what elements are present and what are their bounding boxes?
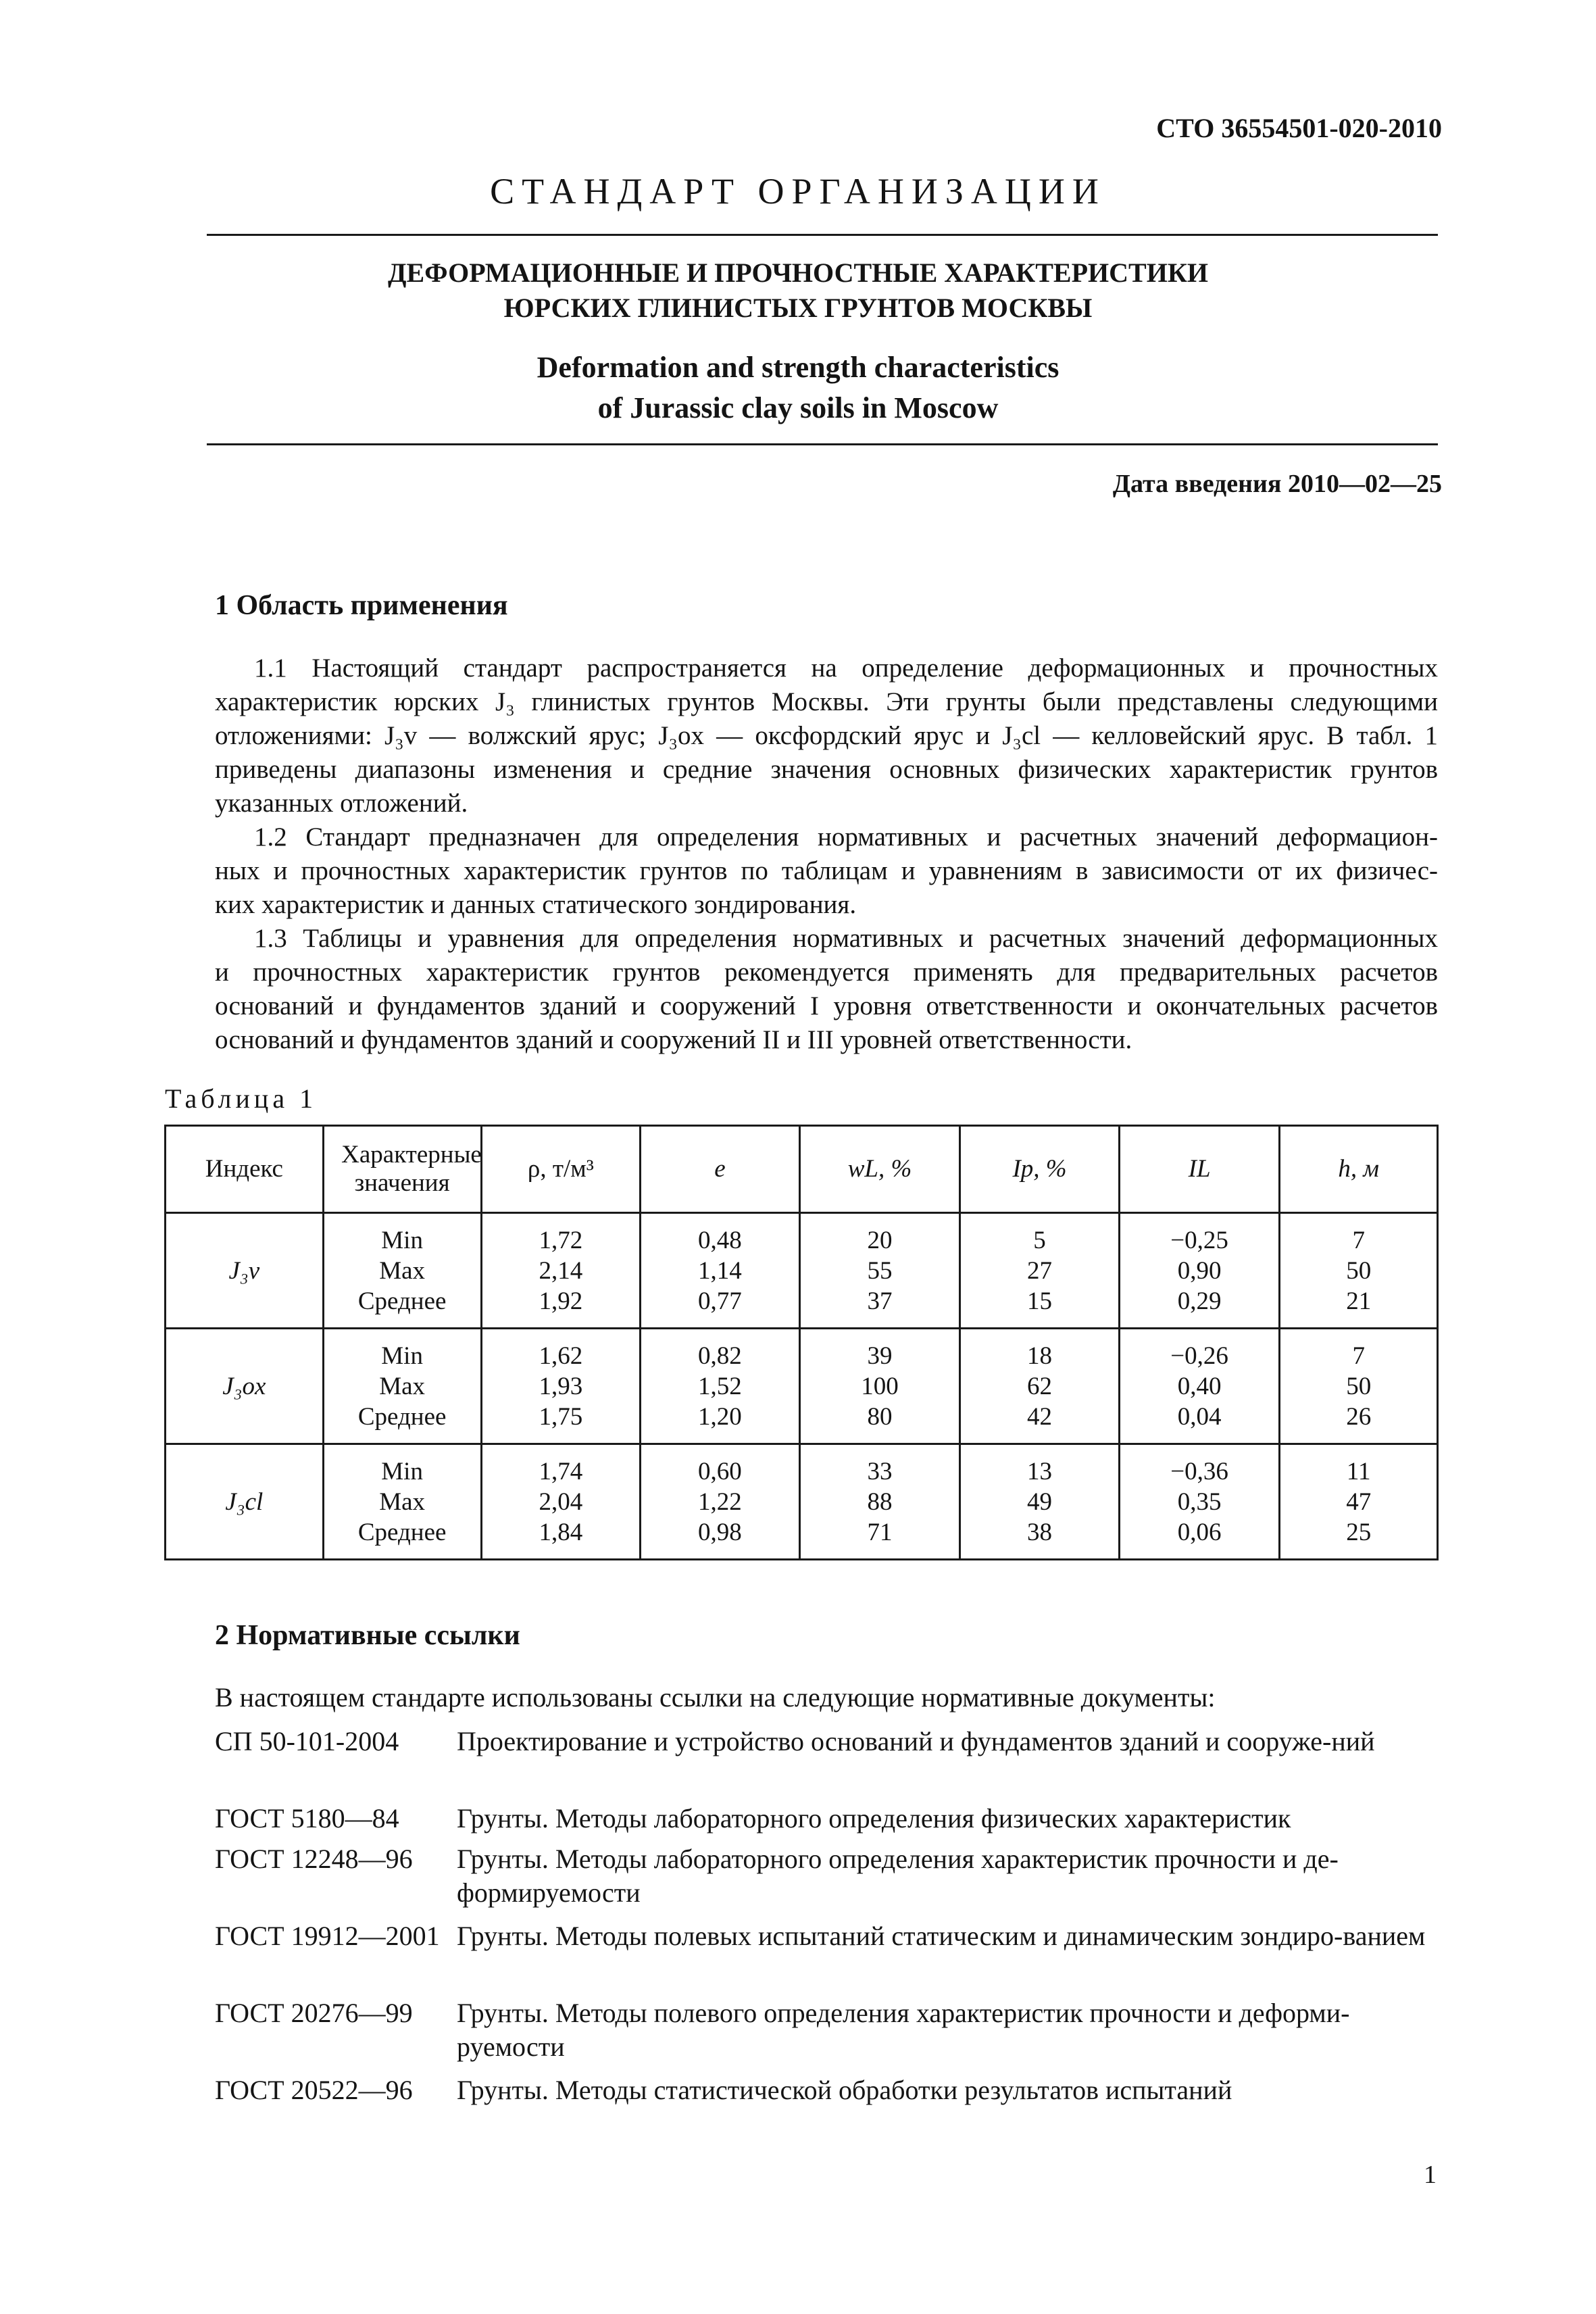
- header-index: Индекс: [166, 1126, 324, 1213]
- cell-labels: Min Max Среднее: [323, 1444, 481, 1560]
- cell-plasticity-index: 18 62 42: [960, 1329, 1120, 1444]
- english-title-line-1: Deformation and strength characteristics: [537, 351, 1059, 384]
- reference-description: Грунты. Методы полевых испытаний статическим и динамическим зондиро-ванием: [457, 1921, 1426, 1951]
- cell-liquid-limit: 20 55 37: [799, 1213, 960, 1329]
- table-row: [166, 1329, 1438, 1444]
- para-1-1-line: отложениями: J₃v — волжский ярус; J₃ox — оксфордский ярус и J₃cl — келловейский ярус. В табл. 1: [215, 721, 1438, 750]
- section-1-heading: 1 Область применения: [215, 590, 508, 621]
- cell-density: 1,72 2,14 1,92: [481, 1213, 641, 1329]
- reference-code: ГОСТ 20276—99: [215, 1998, 413, 2028]
- para-1-2-line: 1.2 Стандарт предназначен для определения нормативных и расчетных значений деформацион-: [254, 822, 1438, 852]
- introduction-date: Дата введения 2010—02—25: [1112, 470, 1442, 498]
- reference-description: Грунты. Методы лабораторного определения физических характеристик: [457, 1803, 1291, 1833]
- russian-title-line-2: ЮРСКИХ ГЛИНИСТЫХ ГРУНТОВ МОСКВЫ: [503, 293, 1093, 323]
- para-1-3-line: оснований и фундаментов зданий и сооружений I уровня ответственности и окончательных расчетов: [215, 991, 1438, 1020]
- table-row: [166, 1213, 1438, 1329]
- soil-properties-table: [164, 1125, 1439, 1560]
- cell-depth: 7 50 26: [1280, 1329, 1438, 1444]
- cell-liquid-limit: 33 88 71: [799, 1444, 960, 1560]
- cell-liquid-limit: 39 100 80: [799, 1329, 960, 1444]
- reference-code: ГОСТ 12248—96: [215, 1844, 413, 1874]
- english-title-line-2: of Jurassic clay soils in Moscow: [597, 391, 999, 424]
- paragraph-1-2: [215, 820, 1438, 922]
- para-1-1-line: приведены диапазоны изменения и средние значения основных физических характеристик грунтов: [215, 755, 1438, 784]
- para-1-3-line: и прочностных характеристик грунтов рекомендуется применять для предварительных расчетов: [215, 958, 1438, 987]
- cell-void-ratio: 0,82 1,52 1,20: [641, 1329, 800, 1444]
- page-number: 1: [1424, 2161, 1437, 2189]
- reference-description: Проектирование и устройство оснований и фундаментов зданий и сооруже-ний: [457, 1726, 1375, 1756]
- para-1-2-line: ных и прочностных характеристик грунтов по таблицам и уравнениям в зависимости от их физичес-: [215, 856, 1438, 885]
- reference-code: ГОСТ 19912—2001: [215, 1921, 440, 1951]
- cell-index: J₃cl: [166, 1444, 324, 1560]
- cell-labels: Min Max Среднее: [323, 1213, 481, 1329]
- reference-description: Грунты. Методы статистической обработки результатов испытаний: [457, 2075, 1232, 2105]
- table-row: [166, 1444, 1438, 1560]
- english-title: [0, 347, 1596, 428]
- section-2-heading: 2 Нормативные ссылки: [215, 1620, 520, 1651]
- header-liquid-limit: wL, %: [799, 1126, 960, 1213]
- para-1-1-line: указанных отложений.: [215, 789, 468, 818]
- cell-depth: 7 50 21: [1280, 1213, 1438, 1329]
- para-1-3-line: оснований и фундаментов зданий и сооружений II и III уровней ответственности.: [215, 1025, 1132, 1054]
- references-intro: В настоящем стандарте использованы ссылки на следующие нормативные документы:: [215, 1682, 1216, 1713]
- header-void-ratio: e: [641, 1126, 800, 1213]
- russian-title-line-1: ДЕФОРМАЦИОННЫЕ И ПРОЧНОСТНЫЕ ХАРАКТЕРИСТИКИ: [388, 257, 1208, 288]
- cell-index: J₃v: [166, 1213, 324, 1329]
- reference-description: Грунты. Методы полевого определения характеристик прочности и деформи-руемости: [457, 1998, 1350, 2062]
- cell-liquidity-index: −0,26 0,40 0,04: [1119, 1329, 1280, 1444]
- document-number: СТО 36554501-020-2010: [1156, 113, 1442, 143]
- cell-liquidity-index: −0,36 0,35 0,06: [1119, 1444, 1280, 1560]
- cell-labels: Min Max Среднее: [323, 1329, 481, 1444]
- cell-plasticity-index: 5 27 15: [960, 1213, 1120, 1329]
- russian-title: [0, 255, 1596, 326]
- reference-code: СП 50-101-2004: [215, 1726, 399, 1756]
- cell-void-ratio: 0,60 1,22 0,98: [641, 1444, 800, 1560]
- reference-description: Грунты. Методы лабораторного определения характеристик прочности и де-формируемости: [457, 1844, 1339, 1908]
- table-caption: Таблица 1: [165, 1083, 318, 1114]
- paragraph-1-1: [215, 651, 1438, 820]
- cell-density: 1,74 2,04 1,84: [481, 1444, 641, 1560]
- header-characteristic-values: Характерные значения: [323, 1126, 481, 1213]
- cell-index: J₃ox: [166, 1329, 324, 1444]
- header-density: ρ, т/м³: [481, 1126, 641, 1213]
- para-1-1-line: характеристик юрских J₃ глинистых грунтов Москвы. Эти грунты были представлены следующими: [215, 687, 1438, 716]
- title-rule-bottom: [207, 443, 1438, 445]
- paragraph-1-3: [215, 922, 1438, 1057]
- cell-liquidity-index: −0,25 0,90 0,29: [1119, 1213, 1280, 1329]
- header-liquidity-index: IL: [1119, 1126, 1280, 1213]
- para-1-2-line: ких характеристик и данных статического зондирования.: [215, 890, 857, 919]
- cell-depth: 11 47 25: [1280, 1444, 1438, 1560]
- para-1-3-line: 1.3 Таблицы и уравнения для определения нормативных и расчетных значений деформационных: [254, 924, 1438, 953]
- standard-title: СТАНДАРТ ОРГАНИЗАЦИИ: [490, 171, 1106, 212]
- header-plasticity-index: Ip, %: [960, 1126, 1120, 1213]
- reference-code: ГОСТ 20522—96: [215, 2075, 413, 2105]
- para-1-1-line: 1.1 Настоящий стандарт распространяется на определение деформационных и прочностных: [254, 654, 1438, 683]
- cell-void-ratio: 0,48 1,14 0,77: [641, 1213, 800, 1329]
- title-rule-top: [207, 234, 1438, 236]
- reference-code: ГОСТ 5180—84: [215, 1803, 399, 1833]
- cell-plasticity-index: 13 49 38: [960, 1444, 1120, 1560]
- cell-density: 1,62 1,93 1,75: [481, 1329, 641, 1444]
- table-header-row: [166, 1126, 1438, 1213]
- header-depth: h, м: [1280, 1126, 1438, 1213]
